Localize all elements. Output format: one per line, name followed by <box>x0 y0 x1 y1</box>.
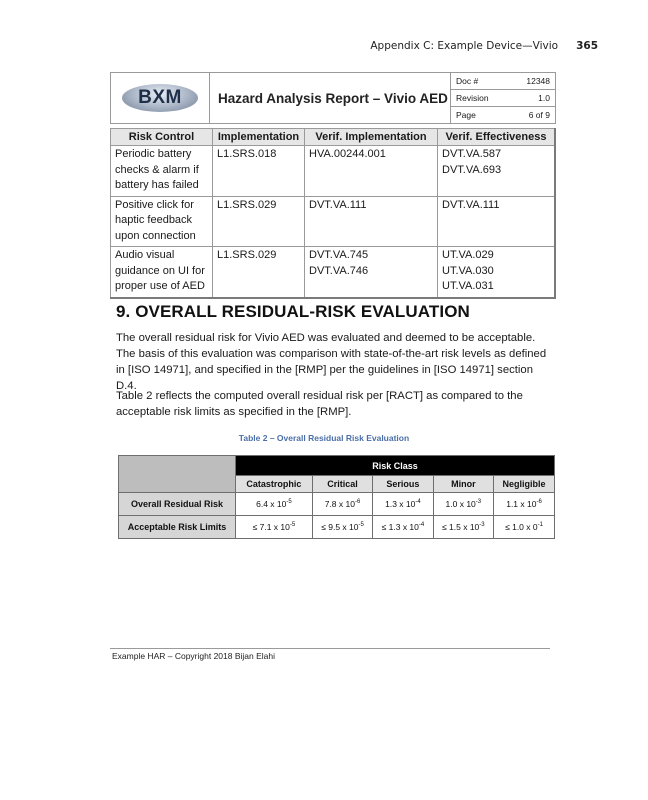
doc-number-label: Doc # <box>456 76 479 86</box>
table-row <box>111 247 556 298</box>
value-base: ≤ 1.0 x 0 <box>505 522 538 532</box>
value-base: 1.0 x 10 <box>445 499 476 509</box>
value-cell <box>373 493 433 516</box>
risk-control-table <box>110 128 556 299</box>
column-header: Implementation <box>213 129 305 146</box>
value-cell <box>312 493 372 516</box>
value-cell <box>494 516 555 539</box>
column-header: Catastrophic <box>236 476 313 493</box>
table-row <box>111 196 556 247</box>
page-row <box>451 106 555 123</box>
verif-id: HVA.00244.001 <box>309 148 386 160</box>
value-cell <box>236 516 313 539</box>
value-exponent: -5 <box>286 499 292 506</box>
value-base: ≤ 1.3 x 10 <box>381 522 419 532</box>
verif-implementation-cell <box>305 196 438 247</box>
running-head-title: Appendix C: Example Device—Vivio <box>370 40 559 52</box>
table-row <box>119 516 555 539</box>
value-exponent: -4 <box>415 499 421 506</box>
value-exponent: -4 <box>418 522 425 529</box>
column-header: Serious <box>373 476 433 493</box>
implementation-cell: L1.SRS.029 <box>213 247 305 298</box>
value-base: ≤ 7.1 x 10 <box>252 522 290 532</box>
residual-risk-table <box>118 455 555 539</box>
verif-id: DVT.VA.693 <box>442 163 502 176</box>
value-cell <box>312 516 372 539</box>
row-label: Acceptable Risk Limits <box>119 516 236 539</box>
verif-implementation-cell <box>305 247 438 298</box>
report-header-banner <box>110 72 556 124</box>
report-title: Hazard Analysis Report – Vivio AED <box>210 73 451 124</box>
verif-id: DVT.VA.746 <box>309 264 369 277</box>
body-paragraph: Table 2 reflects the computed overall residual risk per [RACT] as compared to the acceptable risk limits as specified in the [RMP]. <box>116 390 523 418</box>
value-cell <box>433 493 493 516</box>
value-base: 6.4 x 10 <box>256 499 287 509</box>
verif-id: UT.VA.029 <box>442 249 494 261</box>
column-header: Verif. Effectiveness <box>438 129 556 146</box>
running-head <box>370 40 598 52</box>
footer-divider <box>110 648 550 649</box>
value-cell <box>433 516 493 539</box>
column-header: Risk Control <box>111 129 213 146</box>
page-label: Page <box>456 110 476 120</box>
value-cell <box>236 493 313 516</box>
value-exponent: -3 <box>479 522 485 529</box>
table-row <box>119 493 555 516</box>
table-caption: Table 2 – Overall Residual Risk Evaluation <box>238 433 410 443</box>
doc-number-row <box>451 73 555 89</box>
value-base: 1.1 x 10 <box>506 499 537 509</box>
verif-implementation-cell <box>305 146 438 197</box>
section-heading: 9. OVERALL RESIDUAL-RISK EVALUATION <box>116 302 470 321</box>
value-exponent: -5 <box>289 522 296 529</box>
page-number: 365 <box>576 40 598 52</box>
risk-control-cell: Positive click for haptic feedback upon connection <box>111 196 213 247</box>
risk-class-header: Risk Class <box>236 456 555 476</box>
value-base: 7.8 x 10 <box>324 499 355 509</box>
verif-effectiveness-cell <box>438 247 556 298</box>
verif-id: UT.VA.031 <box>442 280 494 292</box>
document-meta <box>451 73 556 124</box>
verif-effectiveness-cell <box>438 196 556 247</box>
risk-control-cell: Periodic battery checks & alarm if battery has failed <box>111 146 213 197</box>
implementation-cell: L1.SRS.029 <box>213 196 305 247</box>
verif-id: DVT.VA.745 <box>309 249 369 261</box>
row-label: Overall Residual Risk <box>119 493 236 516</box>
value-exponent: -5 <box>358 522 364 529</box>
value-base: 1.3 x 10 <box>385 499 416 509</box>
table-header-row <box>111 129 556 146</box>
value-cell <box>373 516 433 539</box>
revision-value: 1.0 <box>538 93 550 103</box>
footer-copyright: Example HAR – Copyright 2018 Bijan Elahi <box>112 651 276 661</box>
empty-corner-cell <box>119 456 236 493</box>
verif-id: DVT.VA.111 <box>442 198 500 211</box>
value-exponent: -1 <box>537 522 543 529</box>
value-exponent: -3 <box>475 499 482 506</box>
value-base: ≤ 1.5 x 10 <box>442 522 480 532</box>
doc-number-value: 12348 <box>526 76 550 86</box>
column-header: Verif. Implementation <box>305 129 438 146</box>
column-header: Negligible <box>494 476 555 493</box>
implementation-cell: L1.SRS.018 <box>213 146 305 197</box>
bxm-logo: BXM <box>122 84 198 112</box>
value-exponent: -6 <box>536 499 542 506</box>
risk-control-cell: Audio visual guidance on UI for proper use of AED <box>111 247 213 298</box>
value-exponent: -6 <box>354 499 361 506</box>
logo-cell <box>111 73 210 124</box>
verif-effectiveness-cell <box>438 146 556 197</box>
value-base: ≤ 9.5 x 10 <box>321 522 359 532</box>
column-header: Critical <box>312 476 372 493</box>
page-value: 6 of 9 <box>528 110 550 120</box>
body-paragraph: The overall residual risk for Vivio AED was evaluated and deemed to be acceptable. The basis of this evaluation was comparison with state-of-the-art risk levels as defined in [ISO 14971], and specified in the [RMP] per the guidelines in [ISO 14971] section D.4. <box>116 332 547 392</box>
verif-id: DVT.VA.587 <box>442 148 502 160</box>
column-header: Minor <box>433 476 493 493</box>
revision-label: Revision <box>456 93 489 103</box>
value-cell <box>494 493 555 516</box>
verif-id: UT.VA.030 <box>442 264 494 277</box>
table-row <box>111 146 556 197</box>
verif-id: DVT.VA.111 <box>309 198 367 211</box>
revision-row <box>451 89 555 106</box>
